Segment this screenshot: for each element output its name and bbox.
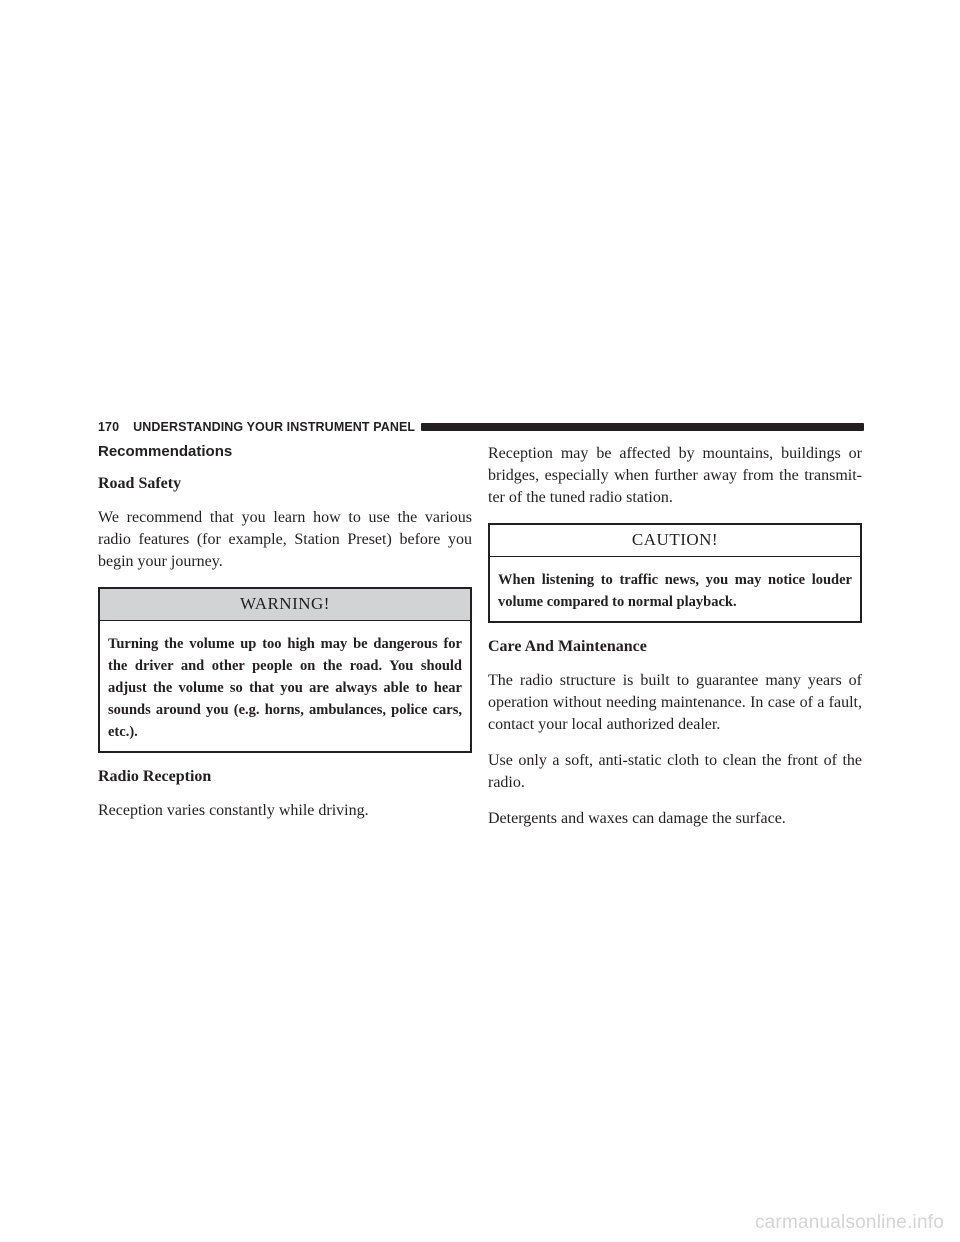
caution-label: CAUTION! [490,525,860,557]
care-text-2: Use only a soft, anti-static cloth to clean the front of the radio. [488,752,862,791]
care-maintenance-heading: Care And Maintenance [488,638,647,655]
recommendations-heading: Recommendations [98,443,233,460]
section-header-title: UNDERSTANDING YOUR INSTRUMENT PANEL [133,420,416,434]
warning-label: WARNING! [100,589,470,621]
watermark-text: carmanualsonline.info [754,1212,944,1233]
reception-conditions-text: Reception may be affected by mountains, buildings or bridges, especially when further away from the transmit-ter of the tuned radio station. [488,445,862,506]
header-rule [421,423,864,431]
care-text-1: The radio structure is built to guarantee many years of operation without needing maintenance. In case of a fault, contact your local authorized dealer. [488,672,862,733]
page-number: 170 [98,420,120,434]
care-text-3: Detergents and waxes can damage the surface. [488,810,786,827]
radio-reception-heading: Radio Reception [98,768,212,785]
warning-text: Turning the volume up too high may be dangerous for the driver and other people on the road. You should adjust the volume so that you are always able to hear sounds around you (e.g. horns, ambulances, police cars, etc.). [108,636,462,740]
left-column [98,443,472,836]
radio-reception-text: Reception varies constantly while driving. [98,802,369,819]
page-header [98,417,864,437]
road-safety-text: We recommend that you learn how to use the various radio features (for example, Station Preset) before you begin your journey. [98,509,472,570]
right-column [488,443,862,844]
caution-box [488,523,862,623]
warning-box [98,587,472,753]
caution-text: When listening to traffic news, you may notice louder volume compared to normal playback. [498,572,852,610]
road-safety-heading: Road Safety [98,475,182,492]
